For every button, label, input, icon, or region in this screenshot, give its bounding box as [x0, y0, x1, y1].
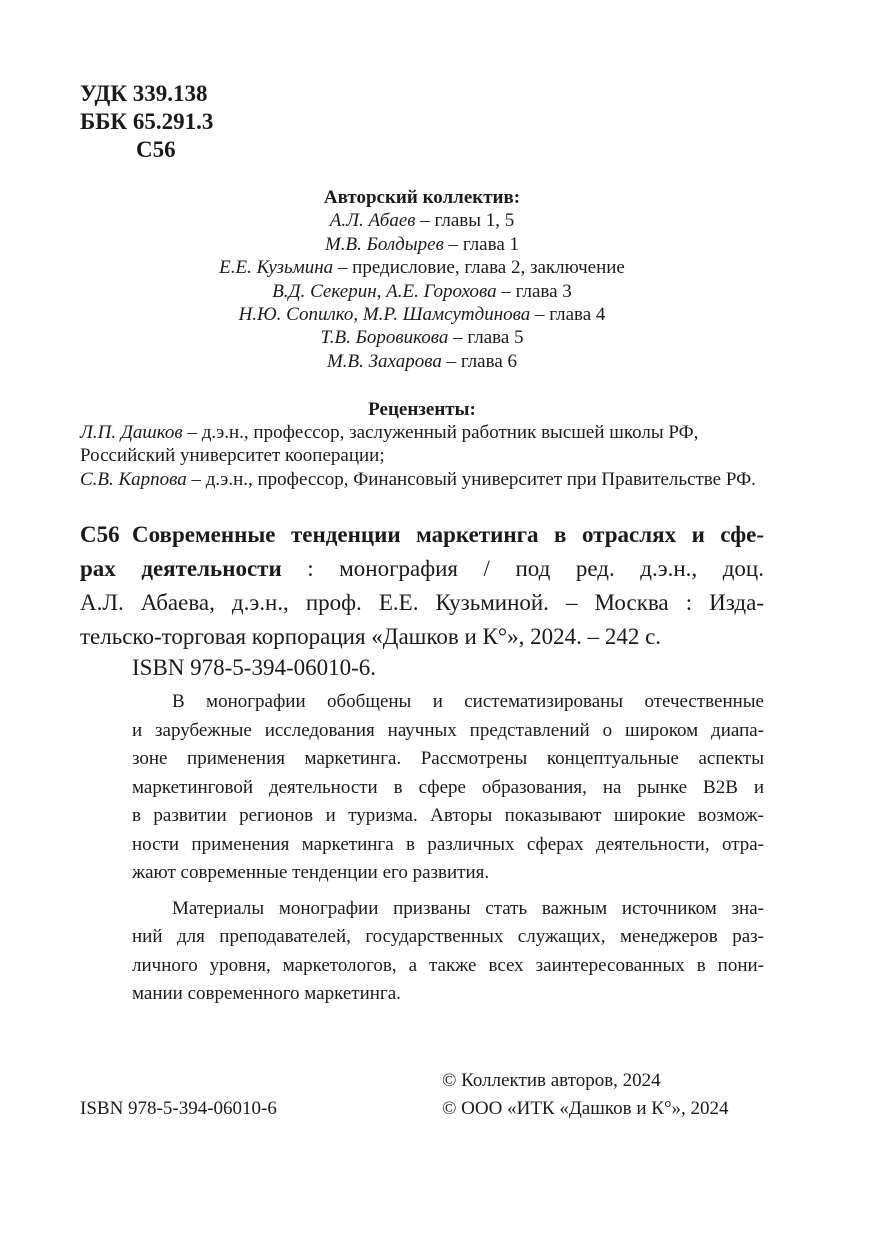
card-line-2 — [80, 552, 764, 586]
author-name: Е.Е. Кузьмина — [219, 257, 334, 279]
author-role: – глава 6 — [441, 350, 518, 372]
abstract-line: маркетинговой деятельности в сфере образования, на рынке B2B и — [132, 776, 764, 798]
reviewer-name: Л.П. Дашков — [80, 422, 183, 443]
author-name: А.Е. Горохова — [386, 280, 497, 302]
author-line — [80, 280, 764, 303]
author-role: – предисловие, глава 2, заключение — [333, 257, 625, 279]
author-line — [80, 209, 764, 232]
abstract-line: в развитии регионов и туризма. Авторы показывают широкие возмож- — [132, 805, 764, 826]
book-title-part1: Современные тенденции маркетинга в отраслях и сфе- — [132, 522, 764, 547]
author-line — [80, 256, 764, 279]
author-role: – глава 3 — [496, 280, 572, 302]
udk-code: УДК 339.138 — [80, 81, 208, 106]
author-line — [80, 233, 764, 256]
author-line — [80, 326, 764, 349]
author-line — [80, 303, 764, 326]
author-role: – главы 1, 5 — [415, 210, 515, 232]
card-isbn: ISBN 978-5-394-06010-6. — [132, 655, 377, 680]
author-name: А.Л. Абаев — [329, 210, 416, 232]
book-title-part2: рах деятельности — [80, 556, 282, 581]
card-code: С56 — [80, 522, 120, 547]
reviewer-name: С.В. Карпова — [80, 468, 187, 490]
abstract-line: В монографии обобщены и систематизированы отечественные — [172, 691, 764, 712]
author-name: Н.Ю. Сопилко — [238, 304, 354, 326]
abstract-line: ний для преподавателей, государственных служащих, менеджеров раз- — [132, 926, 764, 947]
reviewers-heading: Рецензенты: — [368, 399, 476, 420]
bbk-code: ББК 65.291.3 — [80, 109, 214, 134]
bibliographic-codes — [80, 80, 213, 164]
card-body — [132, 518, 764, 552]
author-name: В.Д. Секерин — [272, 280, 377, 302]
catalog-card — [80, 518, 764, 654]
reviewer-credentials: – д.э.н., профессор, Финансовый университет при Правительстве РФ. — [186, 468, 756, 490]
card-publication-type: : монография / под ред. д.э.н., доц. — [281, 556, 764, 581]
author-name: М.В. Захарова — [326, 350, 442, 372]
author-separator: , — [353, 304, 363, 326]
authors-heading: Авторский коллектив: — [323, 187, 521, 208]
abstract-line: Материалы монографии призваны стать важным источником зна- — [172, 897, 764, 919]
authors-block — [80, 186, 764, 373]
copyright-block — [442, 1067, 729, 1123]
copyright-publisher: © ООО «ИТК «Дашков и К°», 2024 — [442, 1098, 729, 1119]
isbn-footer: ISBN 978-5-394-06010-6 — [80, 1098, 277, 1119]
abstract-line: мании современного маркетинга. — [132, 983, 401, 1004]
abstract-line: ности применения маркетинга в различных сферах деятельности, отра- — [132, 833, 764, 855]
author-name: М.Р. Шамсутдинова — [362, 304, 531, 326]
reviewer-line — [80, 468, 764, 491]
reviewer-line — [80, 421, 764, 444]
card-title-line — [132, 518, 764, 552]
abstract-line: жают современные тенденции его развития. — [132, 862, 490, 883]
abstract — [132, 688, 764, 1009]
author-mark: С56 — [136, 137, 176, 162]
abstract-line: личного уровня, маркетологов, а также всех заинтересованных в пони- — [132, 954, 764, 976]
author-name: Т.В. Боровикова — [320, 327, 449, 349]
abstract-line: зоне применения маркетинга. Рассмотрены концептуальные аспекты — [132, 748, 764, 769]
author-separator: , — [376, 280, 387, 302]
copyright-authors: © Коллектив авторов, 2024 — [442, 1070, 661, 1091]
author-role: – глава 4 — [530, 304, 606, 326]
author-role: – глава 5 — [448, 327, 524, 349]
author-name: М.В. Болдырев — [324, 233, 444, 255]
abstract-line: и зарубежные исследования научных представлений о широком диапа- — [132, 719, 764, 741]
reviewers-block — [80, 421, 764, 491]
reviewer-credentials: – д.э.н., профессор, заслуженный работник высшей школы РФ, — [182, 422, 699, 443]
author-line — [80, 350, 764, 373]
reviewer-affiliation: Российский университет кооперации; — [80, 445, 385, 467]
card-publisher-line: тельско-торговая корпорация «Дашков и К°», 2024. – 242 с. — [80, 624, 662, 649]
author-role: – глава 1 — [443, 233, 520, 255]
card-editors-line: А.Л. Абаева, д.э.н., проф. Е.Е. Кузьминой. – Москва : Изда- — [80, 590, 764, 615]
reviewers-heading-block — [80, 398, 764, 421]
